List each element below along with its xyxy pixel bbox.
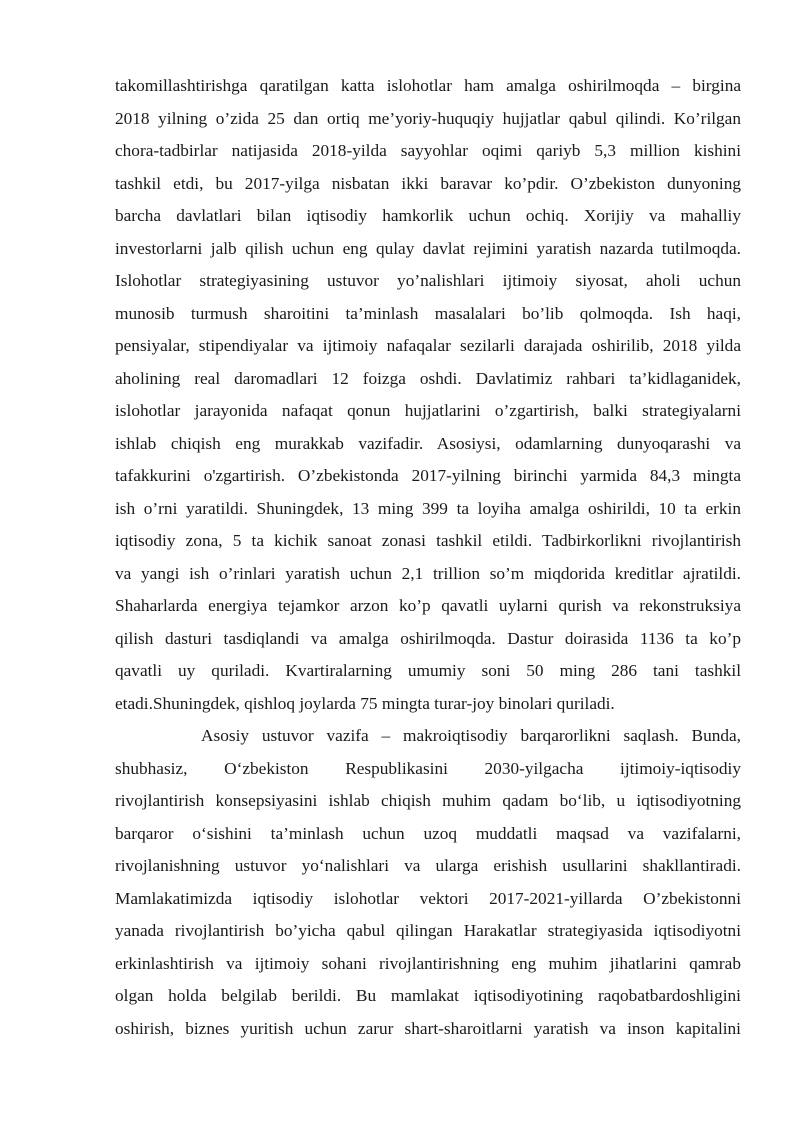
text-line: takomillashtirishga qaratilgan katta islohotlar ham amalga oshirilmoqda – birgina (115, 76, 741, 95)
text-line: Islohotlar strategiyasining ustuvor yo’nalishlari ijtimoiy siyosat, aholi uchun (115, 271, 741, 290)
text-line: Mamlakatimizda iqtisodiy islohotlar vektori 2017-2021-yillarda O’zbekistonni (115, 888, 741, 908)
body-text (115, 70, 741, 1045)
text-line: etadi.Shuningdek, qishloq joylarda 75 mingta turar-joy binolari quriladi. (115, 693, 615, 713)
text-line: islohotlar jarayonida nafaqat qonun hujjatlarini o’zgartirish, balki strategiyalarni (115, 401, 741, 420)
text-line: munosib turmush sharoitini ta’minlash masalalari bo’lib qolmoqda. Ish haqi, (115, 303, 741, 323)
text-line: yanada rivojlantirish bo’yicha qabul qilingan Harakatlar strategiyasida iqtisodiyotni (115, 921, 741, 940)
text-line: rivojlanishning ustuvor yo‘nalishlari va ularga erishish usullarini shakllantiradi. (115, 856, 741, 875)
text-line: qilish dasturi tasdiqlandi va amalga oshirilmoqda. Dastur doirasida 1136 ta ko’p (115, 628, 741, 648)
text-line: va yangi ish o’rinlari yaratish uchun 2,1 trillion so’m miqdorida kreditlar ajratildi. (115, 563, 741, 583)
text-line: chora-tadbirlar natijasida 2018-yilda sayyohlar oqimi qariyb 5,3 million kishini (115, 141, 741, 160)
text-line: Asosiy ustuvor vazifa – makroiqtisodiy barqarorlikni saqlash. Bunda, (201, 726, 741, 745)
text-line: pensiyalar, stipendiyalar va ijtimoiy nafaqalar sezilarli darajada oshirilib, 2018 yilda (115, 336, 741, 355)
text-line: olgan holda belgilab berildi. Bu mamlakat iqtisodiyotining raqobatbardoshligini (115, 986, 741, 1005)
text-line: ishlab chiqish eng murakkab vazifadir. Asosiysi, odamlarning dunyoqarashi va (115, 433, 741, 453)
text-line: tafakkurini o'zgartirish. O’zbekistonda 2017-yilning birinchi yarmida 84,3 mingta (115, 466, 741, 485)
paragraph-1 (115, 70, 741, 720)
text-line: shubhasiz, O‘zbekiston Respublikasini 2030-yilgacha ijtimoiy-iqtisodiy (115, 758, 741, 778)
text-line: rivojlantirish konsepsiyasini ishlab chiqish muhim qadam bo‘lib, u iqtisodiyotning (115, 791, 741, 810)
text-line: barcha davlatlari bilan iqtisodiy hamkorlik uchun ochiq. Xorijiy va mahalliy (115, 206, 741, 225)
text-line: tashkil etdi, bu 2017-yilga nisbatan ikki baravar ko’pdir. O’zbekiston dunyoning (115, 173, 741, 193)
text-line: barqaror o‘sishini ta’minlash uchun uzoq muddatli maqsad va vazifalarni, (115, 823, 741, 843)
text-line: oshirish, biznes yuritish uchun zarur shart-sharoitlarni yaratish va inson kapitalini (115, 1018, 741, 1038)
paragraph-2 (115, 720, 741, 1045)
text-line: qavatli uy quriladi. Kvartiralarning umumiy soni 50 ming 286 tani tashkil (115, 661, 741, 680)
text-line: 2018 yilning o’zida 25 dan ortiq me’yoriy-huquqiy hujjatlar qabul qilindi. Ko’rilgan (115, 108, 741, 128)
text-line: iqtisodiy zona, 5 ta kichik sanoat zonasi tashkil etildi. Tadbirkorlikni rivojlantirish (115, 531, 741, 550)
text-line: ish o’rni yaratildi. Shuningdek, 13 ming 399 ta loyiha amalga oshirildi, 10 ta erkin (115, 498, 741, 518)
text-line: aholining real daromadlari 12 foizga oshdi. Davlatimiz rahbari ta’kidlaganidek, (115, 368, 741, 388)
text-line: Shaharlarda energiya tejamkor arzon ko’p qavatli uylarni qurish va rekonstruksiya (115, 596, 741, 615)
text-line: erkinlashtirish va ijtimoiy sohani rivojlantirishning eng muhim jihatlarini qamrab (115, 953, 741, 973)
text-line: investorlarni jalb qilish uchun eng qulay davlat rejimini yaratish nazarda tutilmoqda. (115, 238, 741, 258)
